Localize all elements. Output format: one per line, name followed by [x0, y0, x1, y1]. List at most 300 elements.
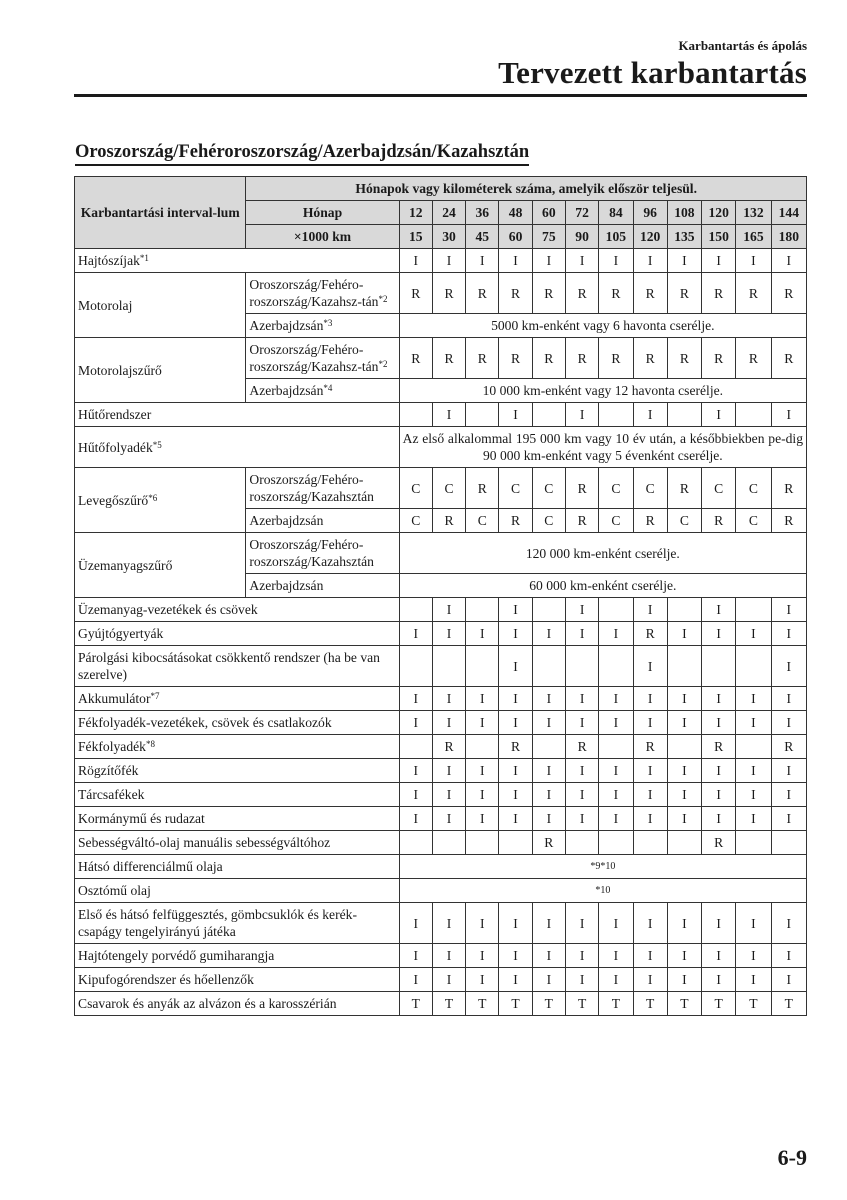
item-label: Fékfolyadék$^{*8}$: [75, 735, 400, 759]
table-row: [75, 735, 807, 759]
interval-cell: I: [771, 598, 806, 622]
interval-cell: [565, 831, 598, 855]
interval-cell: I: [736, 711, 771, 735]
interval-cell: I: [565, 711, 598, 735]
interval-cell: T: [499, 992, 532, 1016]
interval-cell: R: [771, 509, 806, 533]
region-label: Oroszország/Fehéro-roszország/Kazahsz-tán$^{*2}$: [246, 273, 399, 314]
interval-cell: R: [702, 509, 736, 533]
table-row: [75, 879, 807, 903]
interval-cell: I: [667, 783, 701, 807]
interval-cell: I: [565, 687, 598, 711]
interval-cell: I: [466, 968, 499, 992]
interval-cell: I: [667, 249, 701, 273]
interval-cell: I: [565, 944, 598, 968]
interval-cell: I: [399, 783, 432, 807]
interval-cell: I: [633, 687, 667, 711]
km-cell: 30: [432, 225, 465, 249]
section-label: Karbantartás és ápolás: [678, 38, 807, 53]
km-cell: 180: [771, 225, 806, 249]
interval-cell: I: [399, 711, 432, 735]
interval-cell: I: [565, 598, 598, 622]
month-cell: 24: [432, 201, 465, 225]
interval-cell: R: [736, 338, 771, 379]
interval-cell: I: [399, 944, 432, 968]
interval-cell: R: [466, 338, 499, 379]
interval-cell: I: [532, 903, 565, 944]
interval-cell: I: [565, 759, 598, 783]
interval-cell: C: [399, 509, 432, 533]
interval-cell: I: [599, 711, 633, 735]
item-label: Párolgási kibocsátásokat csökkentő rendszer (ha be van szerelve): [75, 646, 400, 687]
month-cell: 108: [667, 201, 701, 225]
item-label: Rögzítőfék: [75, 759, 400, 783]
interval-cell: I: [466, 622, 499, 646]
interval-cell: I: [633, 711, 667, 735]
interval-cell: I: [667, 903, 701, 944]
interval-cell: [532, 735, 565, 759]
interval-cell: C: [633, 468, 667, 509]
interval-cell: C: [736, 509, 771, 533]
interval-cell: I: [466, 687, 499, 711]
interval-cell: R: [771, 338, 806, 379]
interval-cell: I: [565, 622, 598, 646]
interval-cell: [432, 831, 465, 855]
month-cell: 60: [532, 201, 565, 225]
interval-cell: [667, 403, 701, 427]
interval-cell: R: [633, 622, 667, 646]
interval-cell: [667, 831, 701, 855]
interval-cell: I: [702, 783, 736, 807]
interval-cell: R: [565, 273, 598, 314]
interval-cell: R: [432, 509, 465, 533]
interval-cell: I: [399, 903, 432, 944]
span-note: 5000 km-enként vagy 6 havonta cserélje.: [399, 314, 806, 338]
item-label: Sebességváltó-olaj manuális sebességváltóhoz: [75, 831, 400, 855]
interval-cell: I: [466, 759, 499, 783]
interval-cell: R: [432, 273, 465, 314]
interval-cell: C: [432, 468, 465, 509]
km-cell: 60: [499, 225, 532, 249]
region-label: Azerbajdzsán$^{*3}$: [246, 314, 399, 338]
region-label: Oroszország/Fehéro-roszország/Kazahsztán: [246, 533, 399, 574]
interval-cell: I: [633, 759, 667, 783]
month-cell: 72: [565, 201, 598, 225]
interval-cell: I: [466, 711, 499, 735]
interval-cell: R: [499, 735, 532, 759]
interval-cell: R: [736, 273, 771, 314]
interval-cell: R: [771, 735, 806, 759]
item-label: Hajtótengely porvédő gumiharangja: [75, 944, 400, 968]
interval-cell: R: [633, 273, 667, 314]
interval-cell: I: [771, 759, 806, 783]
interval-cell: T: [466, 992, 499, 1016]
interval-cell: [599, 735, 633, 759]
interval-cell: C: [599, 509, 633, 533]
item-label: Levegőszűrő$^{*6}$: [75, 468, 246, 533]
interval-cell: I: [432, 249, 465, 273]
item-label: Hátsó differenciálmű olaja: [75, 855, 400, 879]
interval-cell: I: [771, 249, 806, 273]
interval-cell: I: [599, 249, 633, 273]
table-row: [75, 855, 807, 879]
table-row: [75, 249, 807, 273]
month-cell: 96: [633, 201, 667, 225]
interval-cell: I: [771, 622, 806, 646]
interval-cell: C: [532, 468, 565, 509]
interval-cell: I: [702, 403, 736, 427]
interval-cell: T: [667, 992, 701, 1016]
interval-cell: [736, 735, 771, 759]
interval-cell: I: [771, 783, 806, 807]
interval-cell: C: [532, 509, 565, 533]
interval-cell: R: [702, 338, 736, 379]
interval-cell: I: [702, 903, 736, 944]
table-row: [75, 468, 807, 509]
interval-cell: I: [736, 622, 771, 646]
interval-cell: R: [565, 735, 598, 759]
interval-cell: [466, 831, 499, 855]
interval-cell: I: [466, 944, 499, 968]
km-cell: 15: [399, 225, 432, 249]
interval-cell: [565, 646, 598, 687]
table-row: [75, 831, 807, 855]
interval-cell: I: [633, 249, 667, 273]
span-note: 60 000 km-enként cserélje.: [399, 574, 806, 598]
interval-cell: R: [771, 468, 806, 509]
item-label: Motorolajszűrő: [75, 338, 246, 403]
km-cell: 135: [667, 225, 701, 249]
km-cell: 75: [532, 225, 565, 249]
span-note: 120 000 km-enként cserélje.: [399, 533, 806, 574]
interval-cell: I: [499, 687, 532, 711]
km-cell: 165: [736, 225, 771, 249]
item-label: Fékfolyadék-vezetékek, csövek és csatlakozók: [75, 711, 400, 735]
interval-cell: I: [432, 403, 465, 427]
interval-cell: I: [432, 598, 465, 622]
interval-cell: R: [532, 831, 565, 855]
table-row: [75, 687, 807, 711]
interval-cell: I: [633, 968, 667, 992]
table-row: [75, 807, 807, 831]
interval-cell: [599, 831, 633, 855]
interval-cell: I: [633, 598, 667, 622]
interval-cell: I: [499, 646, 532, 687]
table-row: [75, 783, 807, 807]
interval-cell: R: [499, 509, 532, 533]
table-body: [75, 177, 807, 1016]
interval-cell: R: [466, 273, 499, 314]
interval-cell: [466, 598, 499, 622]
interval-cell: [399, 403, 432, 427]
table-row: [75, 533, 807, 574]
page-title: Tervezett karbantartás: [498, 55, 807, 90]
month-cell: 48: [499, 201, 532, 225]
interval-cell: C: [736, 468, 771, 509]
interval-cell: I: [771, 687, 806, 711]
interval-cell: I: [532, 687, 565, 711]
span-note: 10 000 km-enként vagy 12 havonta cserélje.: [399, 379, 806, 403]
interval-cell: R: [565, 509, 598, 533]
km-cell: 105: [599, 225, 633, 249]
table-row: [75, 427, 807, 468]
region-label: Oroszország/Fehéro-roszország/Kazahsztán: [246, 468, 399, 509]
item-label: Üzemanyag-vezetékek és csövek: [75, 598, 400, 622]
interval-cell: R: [399, 338, 432, 379]
interval-cell: [532, 403, 565, 427]
interval-cell: R: [499, 273, 532, 314]
interval-cell: I: [432, 783, 465, 807]
interval-cell: I: [702, 687, 736, 711]
item-label: Első és hátsó felfüggesztés, gömbcsuklók és kerék-csapágy tengelyirányú játéka: [75, 903, 400, 944]
table-row: [75, 759, 807, 783]
interval-cell: I: [771, 711, 806, 735]
interval-cell: I: [466, 807, 499, 831]
interval-cell: I: [736, 783, 771, 807]
table-row: [75, 622, 807, 646]
interval-cell: I: [667, 968, 701, 992]
interval-cell: [736, 598, 771, 622]
interval-cell: I: [565, 968, 598, 992]
interval-cell: I: [633, 403, 667, 427]
interval-cell: I: [466, 249, 499, 273]
item-label: Kipufogórendszer és hőellenzők: [75, 968, 400, 992]
interval-cell: I: [432, 759, 465, 783]
interval-cell: I: [702, 968, 736, 992]
interval-cell: R: [565, 468, 598, 509]
interval-cell: I: [633, 646, 667, 687]
interval-cell: I: [399, 807, 432, 831]
month-cell: 120: [702, 201, 736, 225]
interval-cell: I: [399, 687, 432, 711]
interval-cell: T: [432, 992, 465, 1016]
interval-cell: [736, 831, 771, 855]
interval-cell: I: [633, 807, 667, 831]
item-label: Hűtőfolyadék$^{*5}$: [75, 427, 400, 468]
interval-cell: [532, 598, 565, 622]
interval-cell: I: [667, 622, 701, 646]
interval-cell: I: [667, 944, 701, 968]
item-label: Hűtőrendszer: [75, 403, 400, 427]
interval-cell: I: [399, 759, 432, 783]
interval-cell: I: [499, 249, 532, 273]
interval-cell: C: [466, 509, 499, 533]
interval-cell: I: [532, 783, 565, 807]
interval-cell: I: [736, 807, 771, 831]
interval-cell: I: [432, 622, 465, 646]
interval-cell: I: [702, 759, 736, 783]
interval-cell: I: [432, 711, 465, 735]
interval-span-header: Hónapok vagy kilométerek száma, amelyik először teljesül.: [246, 177, 807, 201]
interval-cell: I: [565, 903, 598, 944]
interval-cell: [399, 735, 432, 759]
interval-cell: T: [633, 992, 667, 1016]
interval-cell: I: [771, 944, 806, 968]
table-header-row: [75, 177, 807, 201]
interval-cell: T: [565, 992, 598, 1016]
interval-cell: I: [432, 687, 465, 711]
interval-cell: T: [702, 992, 736, 1016]
interval-cell: I: [466, 783, 499, 807]
km-cell: 45: [466, 225, 499, 249]
interval-cell: [599, 598, 633, 622]
interval-cell: I: [432, 968, 465, 992]
interval-cell: I: [771, 903, 806, 944]
interval-cell: R: [432, 338, 465, 379]
item-label: Motorolaj: [75, 273, 246, 338]
interval-cell: I: [633, 944, 667, 968]
interval-cell: R: [702, 273, 736, 314]
interval-cell: I: [599, 783, 633, 807]
interval-cell: I: [702, 944, 736, 968]
interval-cell: I: [736, 759, 771, 783]
interval-cell: I: [633, 903, 667, 944]
interval-cell: T: [599, 992, 633, 1016]
interval-cell: I: [667, 687, 701, 711]
interval-cell: R: [532, 338, 565, 379]
interval-cell: I: [702, 622, 736, 646]
interval-cell: [702, 646, 736, 687]
interval-cell: I: [702, 711, 736, 735]
table-row: [75, 944, 807, 968]
km-cell: 150: [702, 225, 736, 249]
interval-cell: I: [432, 807, 465, 831]
interval-cell: I: [702, 249, 736, 273]
span-note: *10: [399, 879, 806, 903]
interval-cell: R: [633, 509, 667, 533]
interval-cell: I: [532, 759, 565, 783]
interval-cell: [599, 646, 633, 687]
interval-cell: I: [771, 403, 806, 427]
interval-cell: I: [399, 249, 432, 273]
interval-cell: C: [399, 468, 432, 509]
interval-cell: R: [466, 468, 499, 509]
interval-cell: I: [667, 807, 701, 831]
interval-cell: C: [702, 468, 736, 509]
interval-cell: [736, 646, 771, 687]
interval-cell: I: [771, 646, 806, 687]
interval-cell: [667, 646, 701, 687]
interval-cell: I: [532, 622, 565, 646]
interval-cell: C: [499, 468, 532, 509]
interval-cell: I: [499, 807, 532, 831]
interval-cell: I: [565, 783, 598, 807]
km-cell: 90: [565, 225, 598, 249]
interval-cell: R: [633, 338, 667, 379]
item-label: Üzemanyagszűrő: [75, 533, 246, 598]
interval-cell: R: [532, 273, 565, 314]
interval-cell: T: [399, 992, 432, 1016]
interval-cell: I: [399, 968, 432, 992]
table-row: [75, 711, 807, 735]
interval-cell: I: [599, 759, 633, 783]
title-rule: [74, 94, 807, 97]
interval-cell: I: [702, 807, 736, 831]
interval-header: Karbantartási interval-lum: [75, 177, 246, 249]
interval-cell: [633, 831, 667, 855]
interval-cell: I: [432, 944, 465, 968]
interval-cell: [399, 831, 432, 855]
month-cell: 12: [399, 201, 432, 225]
interval-cell: I: [499, 622, 532, 646]
interval-cell: R: [399, 273, 432, 314]
interval-cell: [499, 831, 532, 855]
item-label: Gyújtógyertyák: [75, 622, 400, 646]
interval-cell: I: [667, 759, 701, 783]
table-row: [75, 403, 807, 427]
interval-cell: [532, 646, 565, 687]
interval-cell: I: [532, 944, 565, 968]
interval-cell: I: [532, 711, 565, 735]
interval-cell: [466, 403, 499, 427]
interval-cell: I: [499, 968, 532, 992]
interval-cell: I: [599, 944, 633, 968]
interval-cell: [667, 598, 701, 622]
interval-cell: R: [702, 831, 736, 855]
km-label: ×1000 km: [246, 225, 399, 249]
interval-cell: I: [599, 687, 633, 711]
interval-cell: I: [771, 968, 806, 992]
interval-cell: I: [565, 807, 598, 831]
interval-cell: I: [565, 249, 598, 273]
interval-cell: I: [532, 249, 565, 273]
interval-cell: [399, 598, 432, 622]
interval-cell: I: [499, 403, 532, 427]
interval-cell: [667, 735, 701, 759]
interval-cell: R: [432, 735, 465, 759]
item-label: Osztómű olaj: [75, 879, 400, 903]
table-row: [75, 273, 807, 314]
interval-cell: R: [499, 338, 532, 379]
interval-cell: R: [771, 273, 806, 314]
interval-cell: R: [599, 338, 633, 379]
region-label: Azerbajdzsán: [246, 509, 399, 533]
table-row: [75, 646, 807, 687]
span-note: *9*10: [399, 855, 806, 879]
interval-cell: I: [432, 903, 465, 944]
interval-cell: I: [633, 783, 667, 807]
interval-cell: R: [667, 338, 701, 379]
interval-cell: C: [599, 468, 633, 509]
region-label: Azerbajdzsán: [246, 574, 399, 598]
table-row: [75, 968, 807, 992]
item-label: Hajtószíjak$^{*1}$: [75, 249, 400, 273]
interval-cell: I: [667, 711, 701, 735]
interval-cell: T: [532, 992, 565, 1016]
interval-cell: R: [702, 735, 736, 759]
interval-cell: I: [702, 598, 736, 622]
interval-cell: I: [532, 807, 565, 831]
month-cell: 36: [466, 201, 499, 225]
table-row: [75, 903, 807, 944]
interval-cell: I: [599, 807, 633, 831]
interval-cell: [466, 735, 499, 759]
interval-cell: I: [599, 903, 633, 944]
interval-cell: R: [633, 735, 667, 759]
month-cell: 144: [771, 201, 806, 225]
interval-cell: I: [466, 903, 499, 944]
interval-cell: T: [771, 992, 806, 1016]
interval-cell: I: [499, 903, 532, 944]
page-number: 6-9: [777, 1145, 807, 1170]
item-label: Akkumulátor$^{*7}$: [75, 687, 400, 711]
interval-cell: I: [599, 622, 633, 646]
interval-cell: I: [532, 968, 565, 992]
interval-cell: I: [736, 903, 771, 944]
region-label: Azerbajdzsán$^{*4}$: [246, 379, 399, 403]
interval-cell: I: [599, 968, 633, 992]
interval-cell: I: [499, 598, 532, 622]
